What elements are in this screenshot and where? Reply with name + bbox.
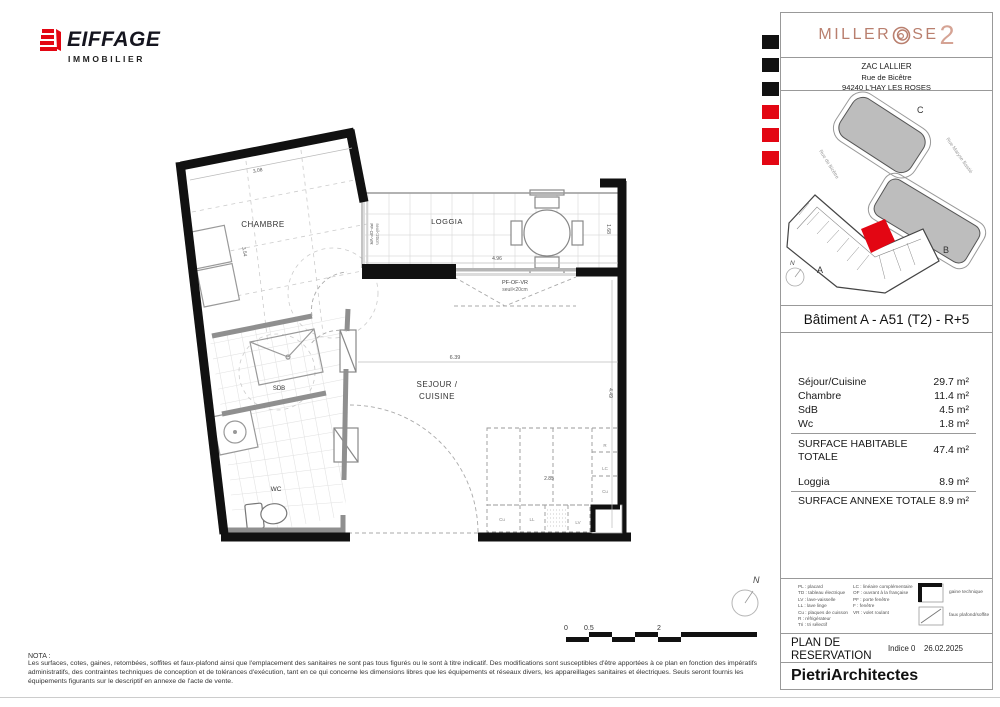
annexe-value: 8.9 m² — [939, 495, 969, 507]
legend-item: R : réfrigérateur — [798, 615, 831, 621]
street-right-label: Rue Maryse Bastié — [944, 136, 974, 175]
building-a-label: A — [817, 265, 824, 275]
dim-chambre-w: 3.08 — [252, 167, 264, 175]
area-row-value: 1.8 m² — [939, 418, 969, 430]
legend-item: LV : lave-vaisselle — [798, 596, 836, 602]
rose-icon — [892, 26, 911, 45]
millerose-part3: 2 — [939, 19, 955, 50]
gaine-technique-symbol-plan — [592, 505, 622, 533]
habitable-label-2: TOTALE — [798, 451, 838, 463]
kitchen-label-ll: LL — [529, 517, 535, 522]
north-label: N — [753, 575, 760, 585]
indice-label: Indice 0 — [888, 644, 916, 653]
building-c-label: C — [917, 105, 924, 115]
loggia-table-set — [511, 190, 583, 275]
nota-line: administratifs, des contraintes techniques de conception et de tolérances d'exécution, tant en ce qui concerne les dimensions libres que les équipements et réseaux divers, les appareillages sanitaires et électriques. Seuls seront fournis les — [28, 668, 744, 676]
scale-2: 2 — [657, 625, 661, 632]
regmark-red-3 — [762, 151, 779, 165]
dim-sejour-w: 6.39 — [449, 355, 461, 361]
kitchen-label-lv: LV — [575, 520, 581, 525]
area-row-label: SdB — [798, 404, 818, 416]
area-row-label: Séjour/Cuisine — [798, 376, 867, 388]
titleblock-line1: PLAN DE — [791, 637, 841, 649]
legend-column-1 — [798, 584, 848, 629]
legend-column-2 — [853, 584, 913, 616]
millerose-part2: SE — [912, 26, 939, 43]
legend-item: VR : volet roulant — [853, 609, 889, 615]
room-label-wc: WC — [270, 486, 282, 493]
scale-0: 0 — [564, 625, 568, 632]
north-arrow — [732, 575, 760, 616]
address-line3: 94240 L'HAY LES ROSES — [842, 83, 931, 93]
legend-item: OF : ouvrant à la française — [853, 590, 909, 596]
address-line1: ZAC LALLIER — [861, 62, 912, 71]
scale-bar — [564, 625, 757, 642]
room-label-chambre: CHAMBRE — [241, 220, 285, 229]
regmark-black-1 — [762, 35, 779, 49]
room-label-sejour-2: CUISINE — [419, 392, 455, 401]
legend-item: Tri : tri sélectif — [798, 622, 827, 628]
toilet — [245, 500, 288, 529]
loggia-left-wall — [362, 264, 456, 279]
area-row-value: 4.5 m² — [939, 404, 969, 416]
window-label-loggia: PF-OF-VR — [502, 280, 528, 286]
sink — [212, 409, 258, 455]
unit-title: Bâtiment A - A51 (T2) - R+5 — [803, 312, 970, 327]
legend-item: LC : linéaire complémentaire — [853, 584, 913, 589]
habitable-value: 47.4 m² — [933, 444, 969, 456]
legend-item: F : fenêtre — [853, 603, 875, 609]
nota-line: Les surfaces, cotes, gaines, retombées, soffites et faux-plafond ainsi que l'emplacement des sanitaires ne sont pas tous figurés ou le sont à titre indicatif. Des modifications sont susceptibles d'être apportées à ce plan en fonction des impératifs — [28, 660, 758, 667]
dim-chambre-h: 3.54 — [240, 246, 248, 258]
regmark-black-3 — [762, 82, 779, 96]
address-line2: Rue de Bicêtre — [861, 72, 912, 82]
site-plan-box — [781, 91, 992, 306]
plan-reservation-box — [781, 634, 992, 663]
kitchen-hatch — [547, 510, 566, 526]
room-label-sejour-1: SEJOUR / — [416, 380, 458, 389]
areas-table-box — [781, 333, 992, 579]
architect-box — [781, 663, 992, 690]
window-label-chambre-2: seuil<20cm — [375, 223, 380, 245]
millerose-part1: MILLER — [818, 26, 892, 43]
millerose-logo — [781, 13, 992, 57]
legend-item: LL : lave linge — [798, 603, 827, 609]
table-divider — [791, 491, 976, 492]
loggia-label: Loggia — [798, 476, 830, 488]
room-label-loggia: LOGGIA — [431, 217, 463, 226]
nota-title: NOTA : — [28, 653, 51, 660]
area-row-label: Wc — [798, 418, 814, 430]
scale-05: 0.5 — [584, 625, 594, 632]
kitchen-label-r: R — [603, 443, 607, 448]
dim-kitchen-w: 2.85 — [544, 476, 554, 482]
eiffage-wordmark: EIFFAGE — [67, 28, 161, 51]
regmark-red-1 — [762, 105, 779, 119]
project-logo-box — [781, 13, 992, 58]
site-plan — [781, 91, 992, 304]
kitchen-label-cu: Cu — [499, 517, 505, 522]
window-label-chambre: PF-OF-VR — [369, 223, 374, 245]
date-label: 26.02.2025 — [924, 644, 964, 653]
bottom-rule — [0, 697, 1000, 698]
legend-item: PL : placard — [798, 584, 823, 589]
eiffage-subtitle: IMMOBILIER — [68, 54, 145, 64]
area-row-value: 29.7 m² — [933, 376, 969, 388]
legend-item: TD : tableau électrique — [798, 590, 846, 596]
regmark-black-2 — [762, 58, 779, 72]
kitchen-label-cu2: Cu — [602, 489, 608, 494]
site-north-arrow — [786, 260, 804, 286]
habitable-label-1: SURFACE HABITABLE — [798, 438, 908, 450]
architect-name: PietriArchitectes — [791, 667, 919, 684]
faux-plafond-icon — [918, 606, 944, 626]
dim-loggia-w: 4.96 — [492, 256, 502, 262]
room-label-sdb: SDB — [272, 386, 286, 392]
street-left-label: Rue de Bicêtre — [817, 148, 840, 181]
loggia-value: 8.9 m² — [939, 476, 969, 488]
faux-plafond-label: faux plafond/soffite — [949, 613, 990, 618]
area-row-label: Chambre — [798, 390, 842, 402]
gaine-technique-icon — [918, 583, 944, 603]
area-row-value: 11.4 m² — [934, 390, 969, 402]
titleblock-line2: RESERVATION — [791, 650, 872, 663]
dim-loggia-h: 1.68 — [605, 224, 611, 234]
legend-box — [781, 579, 992, 634]
window-label-loggia-2: seuil<20cm — [502, 287, 528, 293]
building-c — [827, 91, 936, 184]
kitchen-label-lc: LC — [602, 466, 608, 471]
dim-sejour-h: 4.49 — [607, 388, 613, 398]
project-address-box — [781, 58, 992, 91]
legend-item: Cu : plaques de cuisson — [798, 609, 849, 615]
table-divider — [791, 433, 976, 434]
regmark-red-2 — [762, 128, 779, 142]
unit-title-box — [781, 306, 992, 333]
gaine-technique-label: gaine technique — [949, 590, 983, 595]
site-north-label: N — [790, 260, 795, 267]
nota-line: équipements figurants sur le descriptif en annexe de l'acte de vente. — [28, 677, 233, 685]
building-b-label: B — [943, 245, 950, 255]
title-block-panel — [780, 12, 993, 690]
annexe-label: SURFACE ANNEXE TOTALE — [798, 495, 936, 507]
legend-item: PF : porte fenêtre — [853, 596, 890, 602]
nota-block — [28, 653, 758, 686]
